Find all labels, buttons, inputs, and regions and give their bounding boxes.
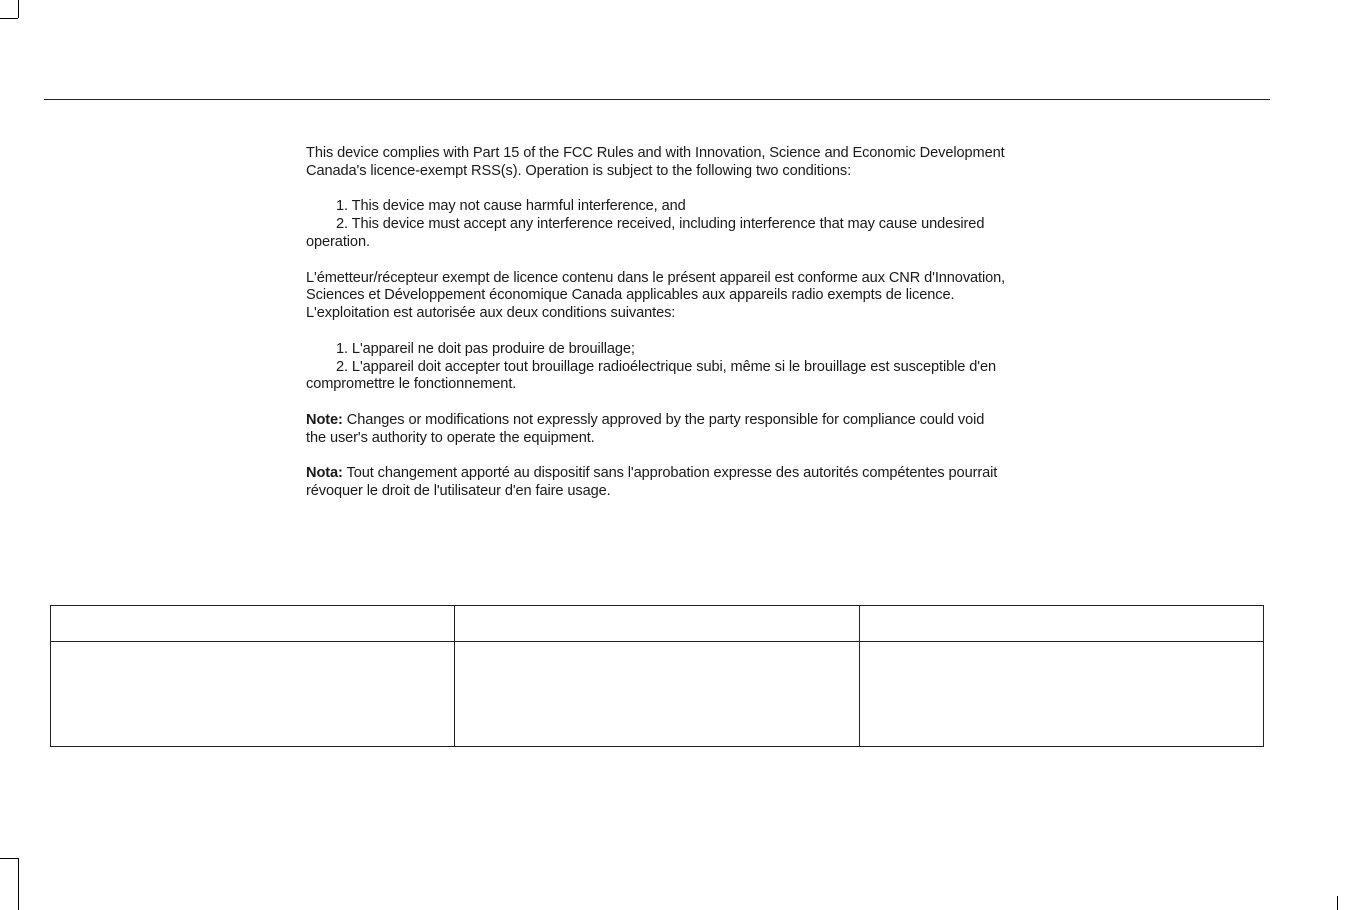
nota-label: Nota: [306, 465, 343, 482]
empty-table [50, 605, 1264, 747]
table-row [51, 642, 1264, 747]
fcc-condition-2: 2. This device must accept any interference received, including interference that may cause undesired operation. [306, 216, 985, 250]
header-rule [44, 99, 1270, 100]
crop-mark-bottom-right [1337, 896, 1338, 910]
note-label: Note: [306, 411, 343, 428]
note-paragraph [306, 412, 1006, 448]
regulatory-text [306, 145, 1006, 519]
table-cell [859, 642, 1263, 747]
table-header-cell [859, 606, 1263, 642]
table-cell [51, 642, 455, 747]
table-header-cell [51, 606, 455, 642]
table-header-cell [455, 606, 859, 642]
fcc-condition-1: 1. This device may not cause harmful interference, and [336, 198, 686, 215]
ised-conditions [306, 341, 1006, 394]
crop-mark-top-left-v [18, 0, 19, 18]
crop-mark-bottom-left-v [18, 858, 19, 910]
ised-condition-1: 1. L'appareil ne doit pas produire de brouillage; [336, 340, 635, 357]
crop-mark-bottom-left-h [0, 858, 18, 859]
nota-paragraph [306, 465, 1006, 501]
fcc-intro: This device complies with Part 15 of the FCC Rules and with Innovation, Science and Economic Development Canada's licence-exempt RSS(s). Operation is subject to the following two conditions: [306, 145, 1005, 179]
ised-condition-2: 2. L'appareil doit accepter tout brouillage radioélectrique subi, même si le brouillage est susceptible d'en compromettre le fonctionnement. [306, 358, 996, 393]
crop-mark-top-left-h [0, 18, 18, 19]
nota-text: Tout changement apporté au dispositif sans l'approbation expresse des autorités compétentes pourrait révoquer le droit de l'utilisateur d'en faire usage. [306, 465, 998, 500]
ised-intro: L'émetteur/récepteur exempt de licence contenu dans le présent appareil est conforme aux CNR d'Innovation, Sciences et Développement économique Canada applicables aux appareils radio exempts de licence. L'exploitation est autorisée aux deux conditions suivantes: [306, 269, 1006, 322]
table-header-row [51, 606, 1264, 642]
note-text: Changes or modifications not expressly approved by the party responsible for compliance could void the user's authority to operate the equipment. [306, 411, 985, 446]
fcc-conditions [306, 198, 1006, 251]
table-cell [455, 642, 859, 747]
